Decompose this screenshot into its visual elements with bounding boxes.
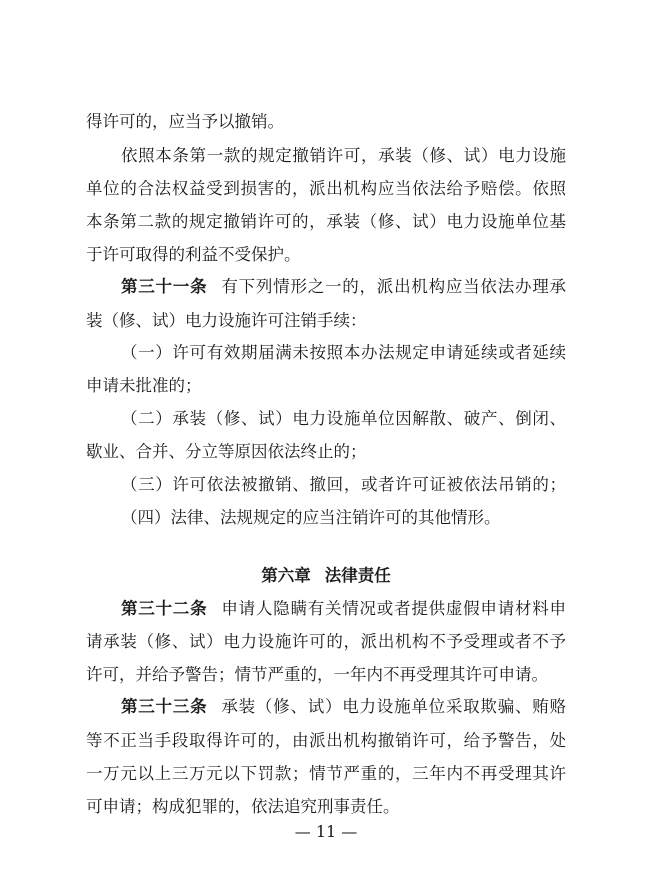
list-item: （一）许可有效期届满未按照本办法规定申请延续或者延续: [121, 343, 566, 362]
text-line: 于许可取得的利益不受保护。: [86, 245, 301, 264]
text-line: 等不正当手段取得许可的，由派出机构撤销许可，给予警告，处: [86, 731, 566, 750]
article-33: [121, 697, 566, 717]
text-line: 承装（修、试）电力设施单位采取欺骗、贿赂: [221, 697, 567, 716]
text-line: 依照本条第一款的规定撤销许可，承装（修、试）电力设施: [121, 146, 566, 165]
article-32: [121, 599, 566, 619]
chapter-heading: [0, 566, 652, 586]
article-31: [121, 277, 566, 297]
text-line: 申请未批准的；: [86, 376, 202, 395]
article-label: 第三十三条: [121, 697, 208, 716]
article-label: 第三十二条: [121, 599, 208, 618]
text-line: 单位的合法权益受到损害的，派出机构应当依法给予赔偿。依照: [86, 179, 566, 198]
text-line: 得许可的，应当予以撤销。: [86, 112, 284, 131]
text-line: 请承装（修、试）电力设施许可的，派出机构不予受理或者不予: [86, 632, 566, 651]
text-line: 许可，并给予警告；情节严重的，一年内不再受理其许可申请。: [86, 665, 548, 684]
chapter-number: 第六章: [261, 566, 311, 585]
text-line: 申请人隐瞒有关情况或者提供虚假申请材料申: [221, 599, 567, 618]
article-label: 第三十一条: [121, 277, 208, 296]
chapter-title: 法律责任: [324, 566, 391, 585]
list-item: （二）承装（修、试）电力设施单位因解散、破产、倒闭、: [121, 409, 566, 428]
text-line: 歇业、合并、分立等原因依法终止的；: [86, 442, 367, 461]
text-line: 有下列情形之一的，派出机构应当依法办理承: [221, 277, 567, 296]
list-item: （三）许可依法被撤销、撤回，或者许可证被依法吊销的；: [121, 475, 566, 494]
page-number: — 11 —: [294, 822, 358, 841]
list-item: （四）法律、法规规定的应当注销许可的其他情形。: [121, 508, 501, 527]
text-line: 一万元以上三万元以下罚款；情节严重的，三年内不再受理其许: [86, 764, 566, 783]
text-line: 可申请；构成犯罪的，依法追究刑事责任。: [86, 797, 400, 816]
text-line: 装（修、试）电力设施许可注销手续：: [86, 311, 367, 330]
text-line: 本条第二款的规定撤销许可的，承装（修、试）电力设施单位基: [86, 212, 566, 231]
